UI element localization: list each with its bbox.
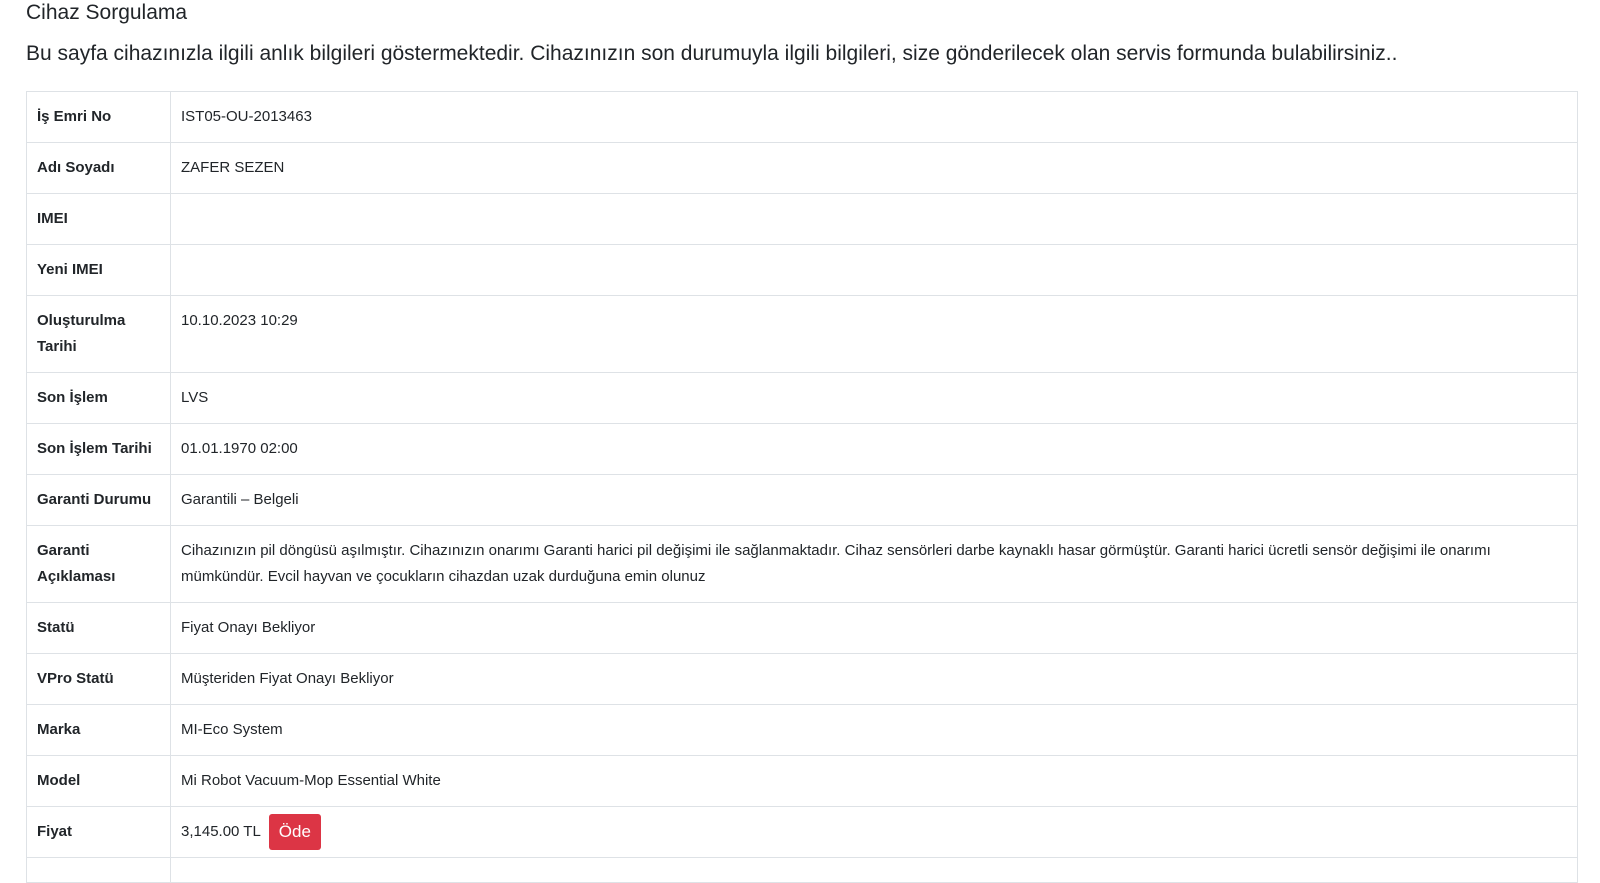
created-value: 10.10.2023 10:29: [171, 296, 1578, 373]
last-action-date-label: Son İşlem Tarihi: [27, 424, 171, 475]
partial-row-value: [171, 858, 1578, 883]
imei-value: [171, 194, 1578, 245]
last-action-date-value: 01.01.1970 02:00: [171, 424, 1578, 475]
table-row-price: [27, 807, 1578, 858]
table-row-new-imei: [27, 245, 1578, 296]
warranty-status-value: Garantili – Belgeli: [171, 475, 1578, 526]
price-value: 3,145.00 TL: [181, 823, 261, 840]
page-description: Bu sayfa cihazınızla ilgili anlık bilgileri göstermektedir. Cihazınızın son durumuyla ilgili bilgileri, size gönderilecek olan servis formunda bulabilirsiniz..: [26, 42, 1398, 65]
vpro-status-value: Müşteriden Fiyat Onayı Bekliyor: [171, 654, 1578, 705]
work-order-label: İş Emri No: [27, 92, 171, 143]
warranty-description-value: Cihazınızın pil döngüsü aşılmıştır. Cihazınızın onarımı Garanti harici pil değişimi ile sağlanmaktadır. Cihaz sensörleri darbe kaynaklı hasar görmüştür. Garanti harici ücretli sensör değişimi ile onarımı mümkündür. Evcil hayvan ve çocukların cihazdan uzak durduğuna emin olunuz: [171, 526, 1578, 603]
new-imei-label: Yeni IMEI: [27, 245, 171, 296]
warranty-status-label: Garanti Durumu: [27, 475, 171, 526]
table-row-last-action-date: [27, 424, 1578, 475]
name-label: Adı Soyadı: [27, 143, 171, 194]
status-label: Statü: [27, 603, 171, 654]
table-row-imei: [27, 194, 1578, 245]
price-cell: [171, 807, 1578, 858]
new-imei-value: [171, 245, 1578, 296]
created-label: Oluşturulma Tarihi: [27, 296, 171, 373]
table-row-warranty-status: [27, 475, 1578, 526]
brand-value: MI-Eco System: [171, 705, 1578, 756]
status-value: Fiyat Onayı Bekliyor: [171, 603, 1578, 654]
table-row-name: [27, 143, 1578, 194]
price-label: Fiyat: [27, 807, 171, 858]
table-row-last-action: [27, 373, 1578, 424]
warranty-description-label: Garanti Açıklaması: [27, 526, 171, 603]
pay-button[interactable]: Öde: [269, 814, 321, 850]
device-info-table: [26, 91, 1578, 883]
price-wrap: [181, 819, 321, 845]
last-action-value: LVS: [171, 373, 1578, 424]
page-title: Cihaz Sorgulama: [26, 1, 188, 24]
last-action-label: Son İşlem: [27, 373, 171, 424]
table-row-partial: [27, 858, 1578, 883]
table-row-model: [27, 756, 1578, 807]
table-row-warranty-description: [27, 526, 1578, 603]
table-row-created: [27, 296, 1578, 373]
table-row-status: [27, 603, 1578, 654]
table-row-brand: [27, 705, 1578, 756]
model-value: Mi Robot Vacuum-Mop Essential White: [171, 756, 1578, 807]
vpro-status-label: VPro Statü: [27, 654, 171, 705]
work-order-value: IST05-OU-2013463: [171, 92, 1578, 143]
name-value: ZAFER SEZEN: [171, 143, 1578, 194]
table-row-vpro-status: [27, 654, 1578, 705]
partial-row-label: [27, 858, 171, 883]
imei-label: IMEI: [27, 194, 171, 245]
model-label: Model: [27, 756, 171, 807]
table-row-work-order: [27, 92, 1578, 143]
brand-label: Marka: [27, 705, 171, 756]
